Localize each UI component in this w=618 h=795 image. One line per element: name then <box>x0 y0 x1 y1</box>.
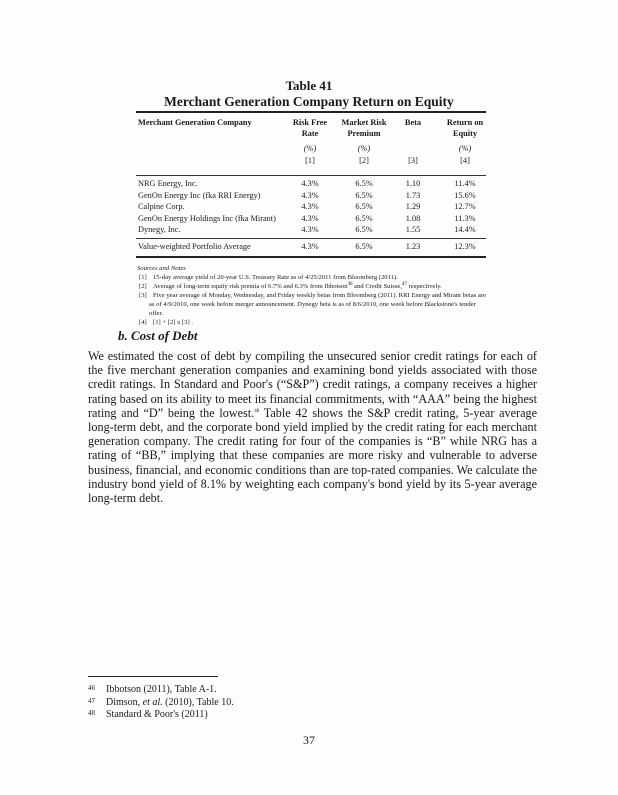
notes-heading: Sources and Notes <box>137 265 186 272</box>
table-title: Merchant Generation Company Return on Equity <box>164 94 454 109</box>
table-total-row: Value-weighted Portfolio Average 4.3% 6.5% 1.23 12.3% <box>138 241 476 251</box>
header-beta: Beta [3] <box>404 118 422 165</box>
header-risk-free-rate: Risk Free Rate (%) [1] <box>292 118 328 165</box>
table-header <box>136 113 486 175</box>
footnote-ref: 48 <box>254 408 260 414</box>
roe-table <box>136 111 486 258</box>
table-notes <box>137 264 489 327</box>
table-number: Table 41 <box>285 78 333 93</box>
page-number: 37 <box>303 733 315 747</box>
footnote-item: 47 Dimson, et al. (2010), Table 10. <box>88 696 234 708</box>
footnote-rule <box>88 676 218 677</box>
table-row: NRG Energy, Inc. 4.3% 6.5% 1.10 11.4% <box>138 179 476 188</box>
table-total <box>136 239 486 253</box>
table-row: GenOn Energy Holdings Inc (fka Mirant) 4.3% 6.5% 1.08 11.3% <box>138 213 476 223</box>
header-market-risk-premium: Market Risk Premium (%) [2] <box>341 118 387 165</box>
body-paragraph: We estimated the cost of debt by compiling the unsecured senior credit ratings for each of the five merchant generation companies and examining bond yields associated with those credit ratings. In Standard and Poor's (“S&P”) credit ratings, a company receives a higher rating based on its ability to meet its financial commitments, with “AAA” being the highest rating and “D” being the lowest.$^{48}$ Table 42 shows the S&P credit rating, 5-year average long-term debt, and the corporate bond yield implied by the credit rating for each merchant generation company. The credit rating for four of the companies is “B” while NRG has a rating of “BB,” implying that these companies are more risky and vulnerable to adverse business, financial, and economic conditions than are top-rated companies. We calculate the industry bond yield of 8.1% by weighting each company's bond yield by its 5-year average long-term debt. <box>88 349 538 506</box>
table-bottom-rule <box>136 256 486 258</box>
note-item: [3] Five year average of Monday, Wednesday, and Friday weekly betas from Bloomberg (2011). RRI Energy and Mirant betas are as of 4/9/2010, one week before merger announcement. Dynegy beta is as of 8/6/2010, one week before Blackstone's tender offer. <box>139 292 486 317</box>
table-body <box>136 176 486 236</box>
footnotes <box>88 684 234 722</box>
table-row: GenOn Energy Inc (fka RRI Energy) 4.3% 6.5% 1.73 15.6% <box>138 190 476 200</box>
table-row: Calpine Corp. 4.3% 6.5% 1.29 12.7% <box>138 202 476 212</box>
header-return-on-equity: Return on Equity (%) [4] <box>446 118 484 165</box>
table-row: Dynegy, Inc. 4.3% 6.5% 1.55 14.4% <box>138 225 476 235</box>
section-heading: b. Cost of Debt <box>118 328 198 343</box>
footnote-item: 46 Ibbotson (2011), Table A-1. <box>88 684 217 695</box>
note-item: [1] 15-day average yield of 20-year U.S. Treasury Rate as of 4/25/2011 from Bloomberg (2011). <box>139 274 398 281</box>
header-company: Merchant Generation Company <box>138 118 252 127</box>
note-item: [2] Average of long-term equity risk premia of 6.7% and 6.3% from Ibbotson$^{46}$ and Credit Suisse,$^{47}$ respectively. <box>139 281 442 290</box>
note-item: [4] [1] + [2] x [3] . <box>139 319 193 326</box>
footnote-item: 48 Standard & Poor's (2011) <box>88 709 208 721</box>
